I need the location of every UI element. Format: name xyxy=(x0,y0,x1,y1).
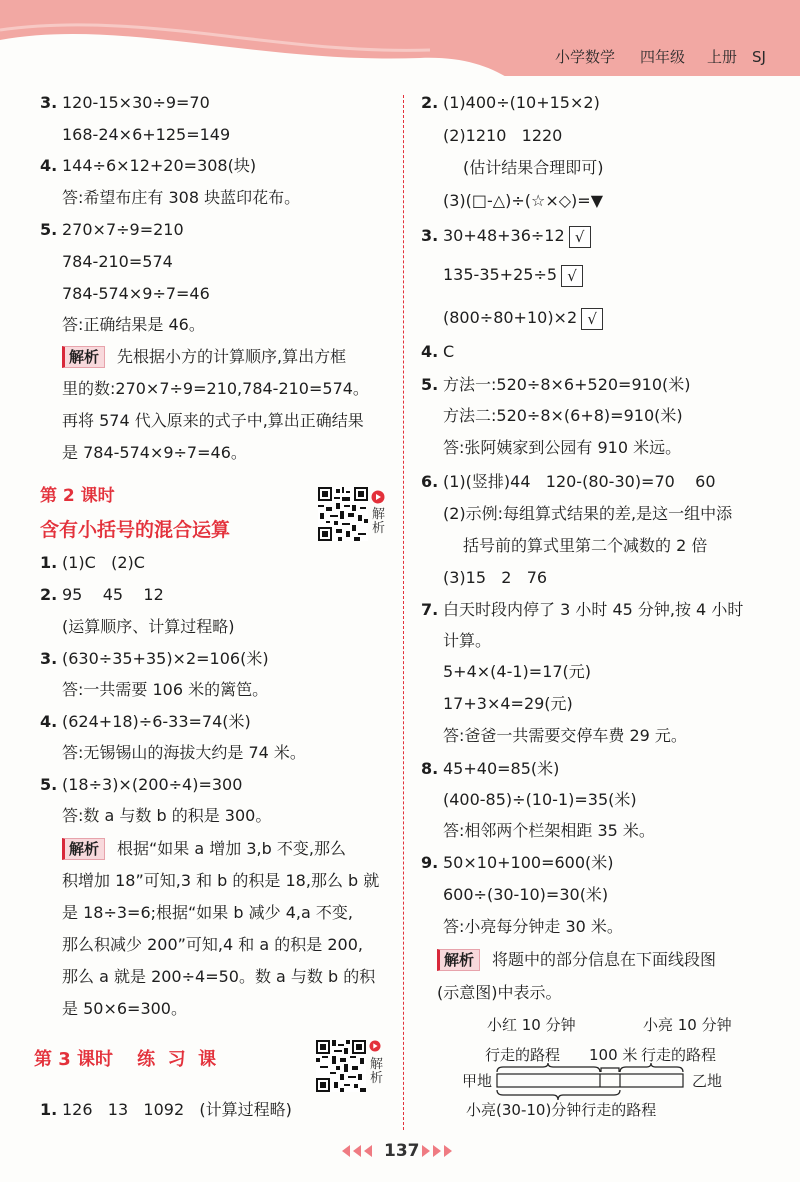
answer-line: 方法二:520÷8×(6+8)=910(米) xyxy=(443,406,683,425)
answer-text: 126 13 1092 (计算过程略) xyxy=(62,1100,292,1119)
header-grade: 四年级 xyxy=(640,48,686,66)
analysis-tag: 解析 xyxy=(62,346,105,368)
analysis-line xyxy=(62,346,346,368)
diagram-label-xiaohong: 小红 10 分钟 xyxy=(487,1016,576,1034)
qr-code xyxy=(316,1040,366,1092)
analysis-line: (示意图)中表示。 xyxy=(437,983,562,1002)
answer-line: 答:小亮每分钟走 30 米。 xyxy=(443,917,623,936)
diagram-label-xiaoliang: 小亮 10 分钟 xyxy=(643,1016,732,1034)
analysis-text: 先根据小方的计算顺序,算出方框 xyxy=(117,347,347,366)
answer-text: (18÷3)×(200÷4)=300 xyxy=(62,775,243,794)
question-number: 4. xyxy=(40,712,58,731)
answer-line: (2)1210 1220 xyxy=(443,126,563,145)
check-box: √ xyxy=(581,308,603,330)
analysis-line: 积增加 18”可知,3 和 b 的积是 18,那么 b 就 xyxy=(62,871,380,890)
answer-line: 答:张阿姨家到公园有 910 米远。 xyxy=(443,438,682,457)
answer-line: (估计结果合理即可) xyxy=(463,158,604,177)
question-number: 1. xyxy=(40,1100,58,1119)
answer-text: C xyxy=(443,342,455,361)
analysis-line: 那么 a 就是 200÷4=50。数 a 与数 b 的积 xyxy=(62,967,376,986)
analysis-line: 是 784-574×9÷7=46。 xyxy=(62,443,247,462)
question-number: 2. xyxy=(40,585,58,604)
analysis-line: 里的数:270×7÷9=210,784-210=574。 xyxy=(62,379,369,398)
answer-line: 计算。 xyxy=(443,631,492,650)
answer-line: 168-24×6+125=149 xyxy=(62,125,231,144)
answer-line xyxy=(40,92,210,114)
answer-line: 5+4×(4-1)=17(元) xyxy=(443,662,592,681)
answer-line: 17+3×4=29(元) xyxy=(443,694,573,713)
answer-line xyxy=(40,219,184,241)
answer-line xyxy=(421,374,690,396)
answer-line xyxy=(421,852,614,874)
analysis-line xyxy=(62,838,346,860)
answer-line: 600÷(30-10)=30(米) xyxy=(443,885,609,904)
diagram-label-gap: 100 米 xyxy=(589,1046,638,1064)
answer-line: 答:希望布庄有 308 块蓝印花布。 xyxy=(62,188,301,207)
answer-line xyxy=(40,711,251,733)
answer-line: 括号前的算式里第二个减数的 2 倍 xyxy=(463,536,708,555)
segment-bar xyxy=(497,1074,683,1087)
play-icon xyxy=(371,490,385,504)
answer-line: 答:相邻两个栏架相距 35 米。 xyxy=(443,821,655,840)
answer-text: 135-35+25÷5 xyxy=(443,265,558,284)
question-number: 8. xyxy=(421,759,439,778)
page-number: 137 xyxy=(384,1141,420,1161)
answer-line xyxy=(421,225,591,247)
answer-line: 答:正确结果是 46。 xyxy=(62,315,205,334)
prev-arrows-icon xyxy=(340,1143,380,1159)
analysis-line: 是 50×6=300。 xyxy=(62,999,187,1018)
answer-text: 白天时段内停了 3 小时 45 分钟,按 4 小时 xyxy=(443,600,744,619)
lesson-title: 第 3 课时 xyxy=(34,1049,114,1070)
answer-line: (运算顺序、计算过程略) xyxy=(62,617,235,636)
answer-line: 答:无锡锡山的海拔大约是 74 米。 xyxy=(62,743,306,762)
analysis-tag: 解析 xyxy=(437,949,480,971)
answer-line: (3)15 2 76 xyxy=(443,568,548,587)
answer-line: 答:爸爸一共需要交停车费 29 元。 xyxy=(443,726,687,745)
analysis-tag: 解析 xyxy=(62,838,105,860)
next-arrows-icon xyxy=(420,1143,460,1159)
question-number: 3. xyxy=(40,649,58,668)
diagram-label-path-right: 行走的路程 xyxy=(641,1046,717,1064)
answer-text: (1)400÷(10+15×2) xyxy=(443,93,600,112)
question-number: 3. xyxy=(421,226,439,245)
qr-code xyxy=(318,487,368,541)
brace-xiaohong xyxy=(497,1063,600,1072)
answer-text: 30+48+36÷12 xyxy=(443,226,565,245)
answer-text: (1)(竖排)44 120-(80-30)=70 60 xyxy=(443,472,716,491)
answer-line: (400-85)÷(10-1)=35(米) xyxy=(443,790,637,809)
column-divider xyxy=(403,95,404,1130)
qr-label: 解析 xyxy=(372,507,386,536)
answer-line: (2)示例:每组算式结果的差,是这一组中添 xyxy=(443,504,733,523)
diagram-label-path-left: 行走的路程 xyxy=(485,1046,561,1064)
answer-text: 50×10+100=600(米) xyxy=(443,853,614,872)
brace-xiaoliang xyxy=(620,1063,683,1072)
answer-text: (800÷80+10)×2 xyxy=(443,308,578,327)
answer-line xyxy=(40,648,269,670)
question-number: 4. xyxy=(421,342,439,361)
answer-line xyxy=(421,341,454,363)
check-box: √ xyxy=(569,226,591,248)
diagram-label-start: 甲地 xyxy=(462,1072,493,1090)
answer-text: 方法一:520÷8×6+520=910(米) xyxy=(443,375,691,394)
line-segment-diagram xyxy=(490,1062,690,1104)
question-number: 4. xyxy=(40,156,58,175)
answer-line xyxy=(40,1099,292,1121)
answer-line: 答:数 a 与数 b 的积是 300。 xyxy=(62,806,272,825)
analysis-text: 根据“如果 a 增加 3,b 不变,那么 xyxy=(117,839,346,858)
question-number: 5. xyxy=(421,375,439,394)
answer-line xyxy=(421,599,743,621)
analysis-line: 是 18÷3=6;根据“如果 b 减少 4,a 不变, xyxy=(62,903,353,922)
header-band xyxy=(0,0,800,90)
lesson-heading xyxy=(34,1048,216,1072)
lesson-subtitle: 练 习 课 xyxy=(137,1049,217,1070)
header-volume: 上册 xyxy=(707,48,738,66)
question-number: 5. xyxy=(40,220,58,239)
diagram-label-bottom: 小亮(30-10)分钟行走的路程 xyxy=(466,1101,657,1119)
header-subject: 小学数学 xyxy=(555,48,616,66)
brace-gap xyxy=(601,1068,619,1072)
lesson-title: 第 2 课时 xyxy=(40,486,115,506)
question-number: 7. xyxy=(421,600,439,619)
check-box: √ xyxy=(561,265,583,287)
answer-text: (1)C (2)C xyxy=(62,553,145,572)
question-number: 1. xyxy=(40,553,58,572)
question-number: 2. xyxy=(421,93,439,112)
lesson-subtitle: 含有小括号的混合运算 xyxy=(40,519,231,541)
analysis-line: 再将 574 代入原来的式子中,算出正确结果 xyxy=(62,411,364,430)
play-icon xyxy=(369,1040,381,1052)
question-number: 9. xyxy=(421,853,439,872)
header-edition: SJ xyxy=(752,48,766,66)
answer-line xyxy=(421,307,603,329)
question-number: 5. xyxy=(40,775,58,794)
answer-line xyxy=(40,774,242,796)
answer-line: 答:一共需要 106 米的篱笆。 xyxy=(62,680,269,699)
question-number: 3. xyxy=(40,93,58,112)
answer-line: (3)(□-△)÷(☆×◇)=▼ xyxy=(443,191,603,210)
answer-text: 144÷6×12+20=308(块) xyxy=(62,156,257,175)
analysis-line xyxy=(437,949,716,971)
answer-line xyxy=(421,471,716,493)
answer-text: 270×7÷9=210 xyxy=(62,220,184,239)
answer-line xyxy=(40,584,164,606)
answer-text: 45+40=85(米) xyxy=(443,759,560,778)
brace-bottom xyxy=(497,1090,620,1100)
answer-line xyxy=(40,155,256,177)
answer-line xyxy=(40,552,145,574)
answer-text: 120-15×30÷9=70 xyxy=(62,93,210,112)
answer-line xyxy=(421,92,600,114)
answer-line: 784-210=574 xyxy=(62,252,173,271)
answer-line xyxy=(421,758,559,780)
diagram-label-end: 乙地 xyxy=(692,1072,723,1090)
answer-text: (630÷35+35)×2=106(米) xyxy=(62,649,269,668)
analysis-line: 那么积减少 200”可知,4 和 a 的积是 200, xyxy=(62,935,363,954)
answer-text: 95 45 12 xyxy=(62,585,164,604)
answer-line: 784-574×9÷7=46 xyxy=(62,284,210,303)
answer-line xyxy=(421,264,583,286)
qr-label: 解析 xyxy=(370,1057,384,1086)
analysis-text: 将题中的部分信息在下面线段图 xyxy=(492,950,717,969)
answer-text: (624+18)÷6-33=74(米) xyxy=(62,712,251,731)
question-number: 6. xyxy=(421,472,439,491)
